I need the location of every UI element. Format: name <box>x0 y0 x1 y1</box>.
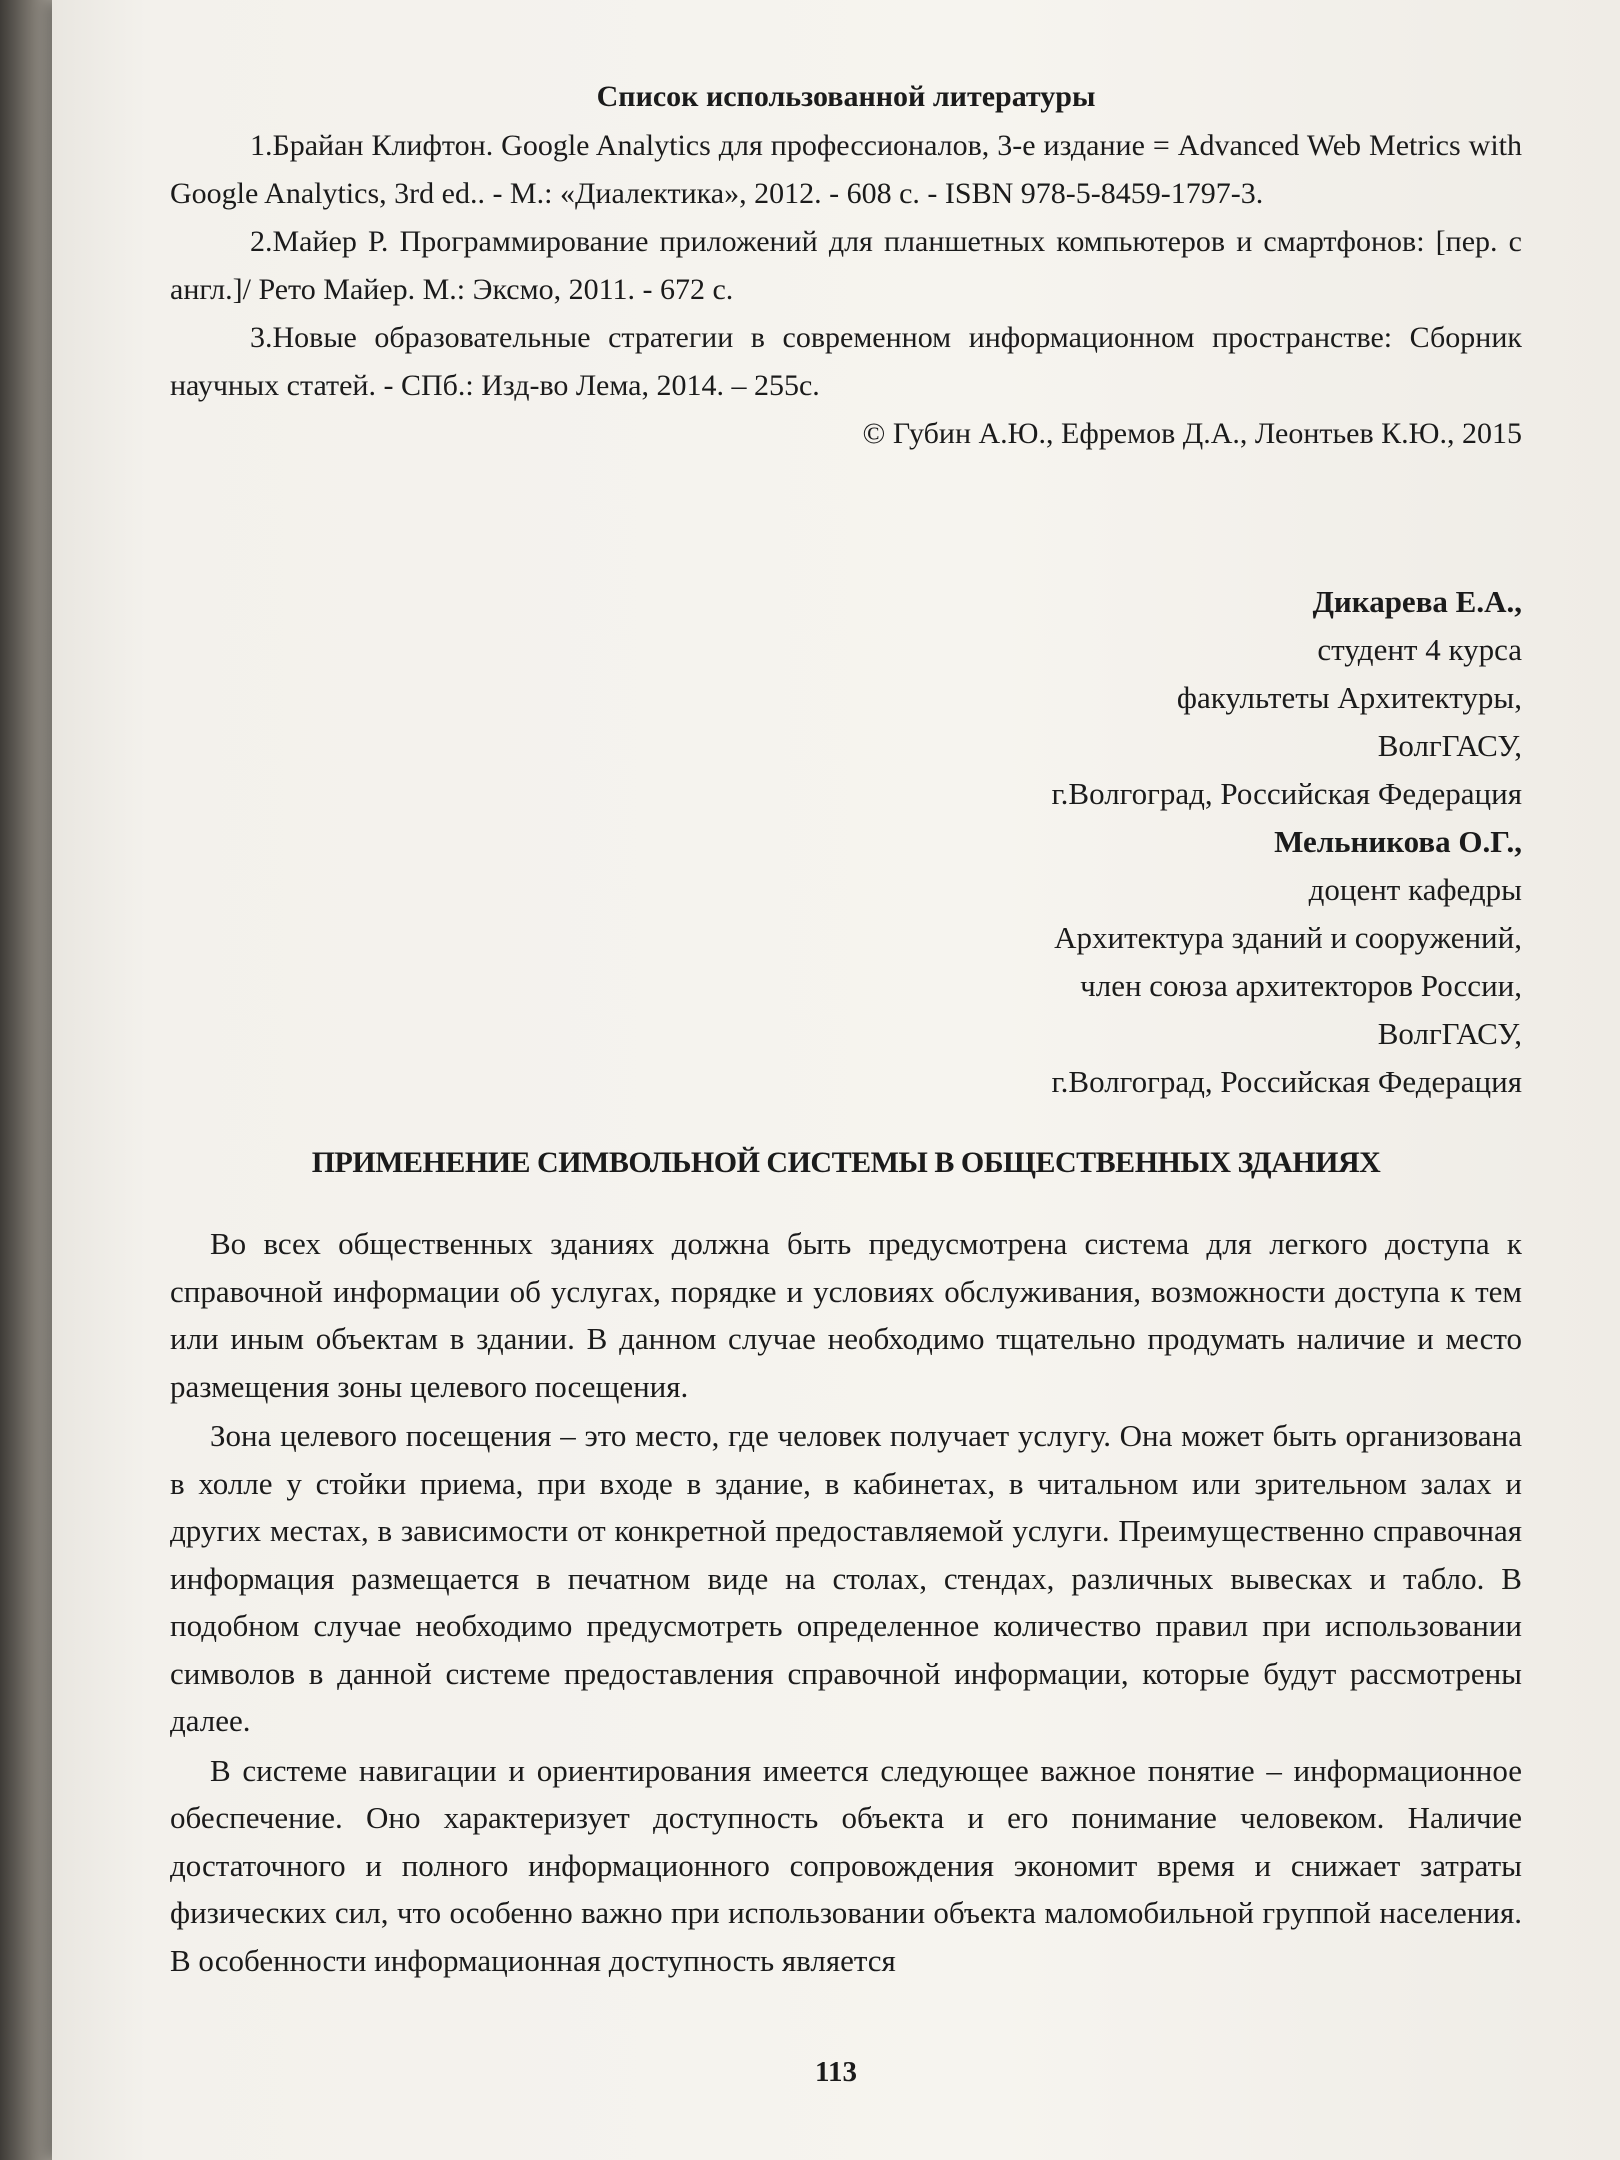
article-body <box>170 1220 1522 1984</box>
reference-item <box>170 218 1522 314</box>
author-name: Мельникова О.Г., <box>1274 824 1522 859</box>
author-university: ВолгГАСУ, <box>1377 1016 1522 1051</box>
author-name: Дикарева Е.А., <box>1312 584 1522 619</box>
reference-text: Брайан Клифтон. Google Analytics для профессионалов, 3-е издание = Advanced Web Metrics with Google Analytics, 3rd ed.. - М.: «Диалектика», 2012. - 608 с. - ISBN 978-5-8459-1797-3. <box>170 129 1522 210</box>
reference-number: 2. <box>250 225 273 258</box>
reference-text: Майер Р. Программирование приложений для планшетных компьютеров и смартфонов: [пер. с англ.]/ Рето Майер. М.: Эксмо, 2011. - 672 с. <box>170 225 1522 306</box>
author-location: г.Волгоград, Российская Федерация <box>1051 1064 1522 1099</box>
article-paragraph: Во всех общественных зданиях должна быть предусмотрена система для легкого доступа к справочной информации об услугах, порядке и условиях обслуживания, возможности доступа к тем или иным объектам в здании. В данном случае необходимо тщательно продумать наличие и место размещения зоны целевого посещения. <box>170 1226 1522 1404</box>
book-spine-shadow <box>0 0 52 2160</box>
author-faculty: факультеты Архитектуры, <box>1176 680 1522 715</box>
author-department: Архитектура зданий и сооружений, <box>1054 920 1522 955</box>
author-membership: член союза архитекторов России, <box>1080 968 1522 1003</box>
reference-item <box>170 122 1522 218</box>
article-title: ПРИМЕНЕНИЕ СИМВОЛЬНОЙ СИСТЕМЫ В ОБЩЕСТВЕННЫХ ЗДАНИЯХ <box>311 1146 1381 1179</box>
book-page <box>52 0 1620 2160</box>
page-content <box>170 80 1522 1986</box>
article-paragraph: Зона целевого посещения – это место, где человек получает услугу. Она может быть организована в холле у стойки приема, при входе в здание, в кабинетах, в читальном или зрительном залах и других местах, в зависимости от конкретной предоставляемой услуги. Преимущественно справочная информация размещается в печатном виде на столах, стендах, различных вывесках и табло. В подобном случае необходимо предусмотреть определенное количество правил при использовании символов в данной системе предоставления справочной информации, которые будут рассмотрены далее. <box>170 1418 1522 1738</box>
reference-number: 1. <box>250 129 273 162</box>
reference-item <box>170 314 1522 410</box>
author-location: г.Волгоград, Российская Федерация <box>1051 776 1522 811</box>
authors-block <box>170 578 1522 1106</box>
page-number: 113 <box>815 2056 857 2088</box>
references-copyright: © Губин А.Ю., Ефремов Д.А., Леонтьев К.Ю., 2015 <box>862 417 1522 450</box>
references-title: Список использованной литературы <box>596 80 1096 113</box>
article-paragraph: В системе навигации и ориентирования имеется следующее важное понятие – информационное обеспечение. Оно характеризует доступность объекта и его понимание человеком. Наличие достаточного и полного информационного сопровождения экономит время и снижает затраты физических сил, что особенно важно при использовании объекта маломобильной группой населения. В особенности информационная доступность является <box>170 1752 1522 1978</box>
author-position: студент 4 курса <box>1317 632 1522 667</box>
reference-text: Новые образовательные стратегии в современном информационном пространстве: Сборник научных статей. - СПб.: Изд-во Лема, 2014. – 255с. <box>170 321 1522 402</box>
references-section <box>170 80 1522 458</box>
reference-number: 3. <box>250 321 273 354</box>
author-position: доцент кафедры <box>1308 872 1522 907</box>
author-university: ВолгГАСУ, <box>1377 728 1522 763</box>
